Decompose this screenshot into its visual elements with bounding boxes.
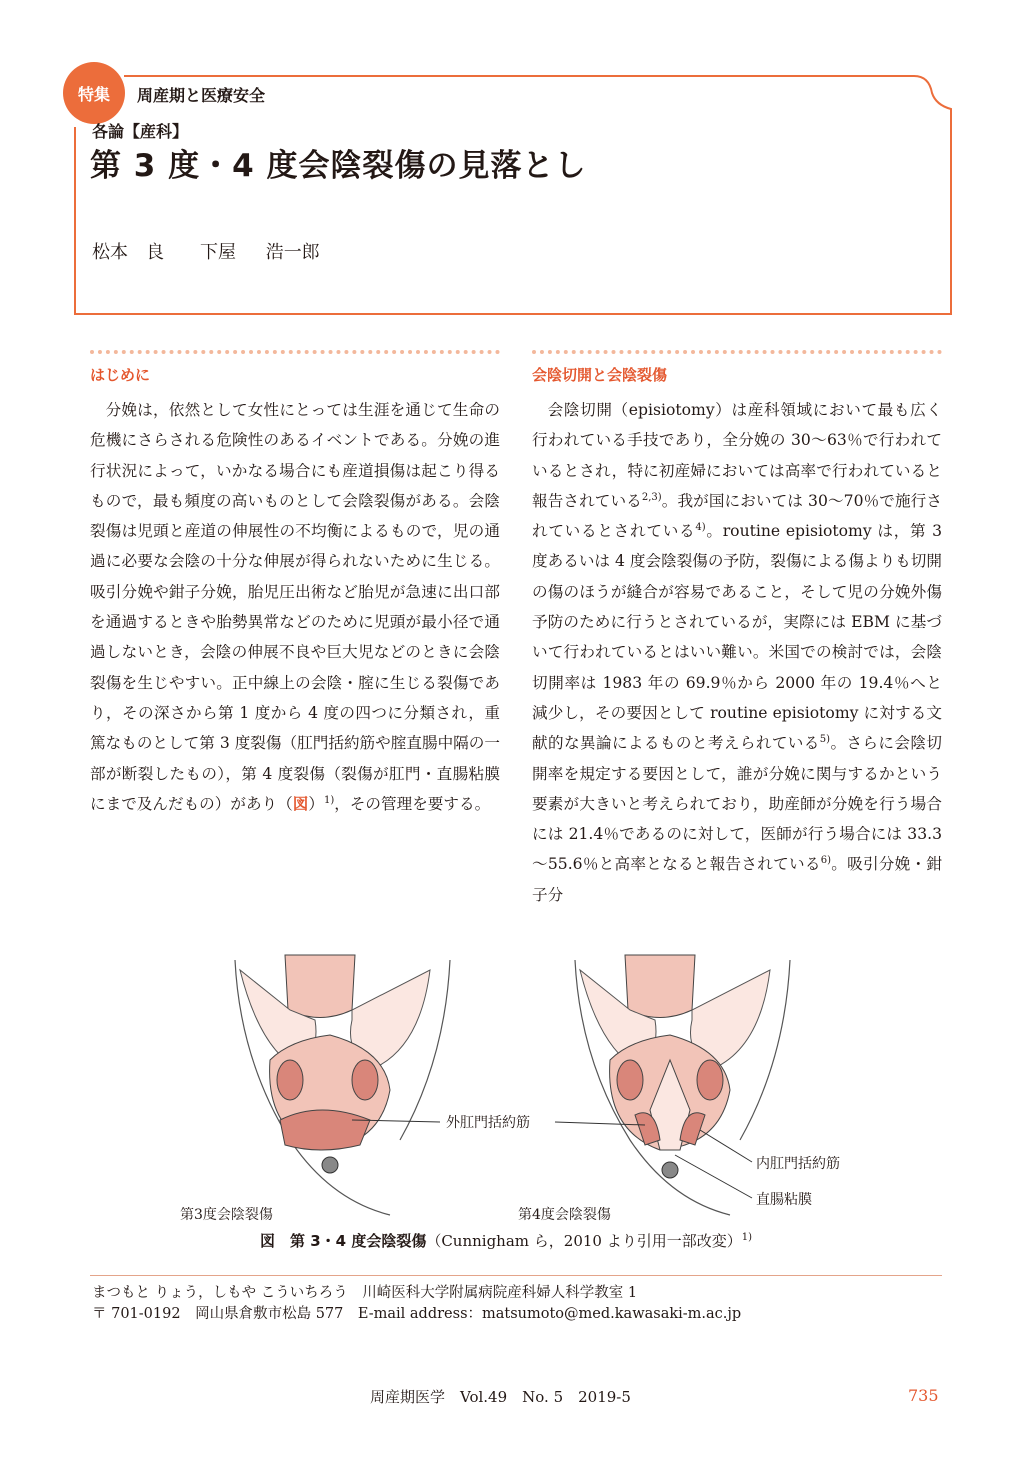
section-divider (90, 350, 500, 360)
intro-paragraph (90, 395, 500, 819)
left-column (90, 350, 500, 819)
citation-ref[interactable]: 5) (819, 734, 831, 746)
footer-divider (90, 1275, 942, 1276)
body-text: 。我が国においては 30～70％で施行されているとされている (532, 491, 942, 541)
figure-link[interactable]: 図 (292, 794, 309, 813)
affiliation: まつもと りょう，しもや こういちろう 川崎医科大学附属病院産科婦人科学教室 1 (92, 1285, 638, 1301)
label-rectal-mucosa: 直腸粘膜 (756, 1192, 812, 1208)
figure-caption (260, 1230, 752, 1251)
figure (90, 940, 942, 1255)
authors: 松本 良 下屋 浩一郎 (92, 242, 320, 263)
citation-ref[interactable]: 4) (695, 522, 706, 533)
caption-citation[interactable]: 1) (741, 1232, 752, 1243)
feature-title: 周産期と医療安全 (137, 86, 266, 105)
body-text: 。さらに会陰切開率を規定する要因として，誰が分娩に関与するかという要素が大きいと考えられており，助産師が分娩を行う場合には 21.4％であるのに対して，医師が行う場合には 33.3～55.6％と高率となると報告されている (532, 734, 942, 874)
citation-ref[interactable]: 2,3) (641, 491, 662, 503)
right-column (532, 350, 942, 910)
third-degree-illustration (235, 955, 450, 1215)
body-text: 。routine episiotomy は，第 3 度あるいは 4 度会陰裂傷の予防，裂傷による傷よりも切開の傷のほうが縫合が容易であること，そして児の分娩外傷予防のために行うとされているが，実際には EBM に基づいて行われているとはいい難い。米国での検討では，会陰切開率は 1983 年の 69.9％から 2000 年の 19.4％へと減少し，その要因として routine episiotomy に対する文献的な異論によるものと考えられている (532, 522, 942, 753)
feature-badge: 特集 (63, 62, 125, 124)
section-divider (532, 350, 942, 360)
citation-ref[interactable]: 6) (820, 855, 831, 867)
label-fourth-degree: 第4度会陰裂傷 (518, 1207, 611, 1223)
citation-ref[interactable]: 1) (323, 794, 335, 806)
laceration-illustration (90, 940, 942, 1230)
label-external-sphincter: 外肛門括約筋 (446, 1115, 530, 1131)
header-frame (74, 75, 952, 315)
section-heading-intro: はじめに (90, 366, 151, 384)
caption-source: （Cunnigham ら，2010 より引用一部改変） (426, 1232, 742, 1250)
body-text: 会陰切開（episiotomy）は産科領域において最も広く行われている手技であり，全分娩の 30～63％で行われているとされ，特に初産婦においては高率で行われていると報告されている (532, 401, 942, 510)
episiotomy-paragraph (532, 395, 942, 910)
label-third-degree: 第3度会陰裂傷 (180, 1207, 273, 1223)
journal-info: 周産期医学 Vol.49 No. 5 2019-5 (370, 1388, 631, 1406)
intro-text-close: ） (308, 794, 324, 813)
page-number: 735 (908, 1386, 939, 1405)
body-text: 。吸引分娩・鉗子分 (532, 855, 942, 904)
caption-title: 図 第 3・4 度会陰裂傷 (260, 1232, 427, 1250)
fourth-degree-illustration (575, 955, 790, 1215)
section-heading-episiotomy: 会陰切開と会陰裂傷 (532, 366, 668, 384)
address: 〒 701-0192 岡山県倉敷市松島 577 E-mail address：matsumoto@med.kawasaki-m.ac.jp (92, 1306, 742, 1322)
section-label: 各論【産科】 (92, 122, 189, 141)
header-frame-border (74, 75, 952, 315)
intro-text-end: ，その管理を要する。 (334, 794, 491, 813)
intro-text: 分娩は，依然として女性にとっては生涯を通じて生命の危機にさらされる危険性のあるイベントである。分娩の進行状況によって，いかなる場合にも産道損傷は起こり得るもので，最も頻度の高いものとして会陰裂傷がある。会陰裂傷は児頭と産道の伸展性の不均衡によるもので，児の通過に必要な会陰の十分な伸展が得られないために生じる。吸引分娩や鉗子分娩，胎児圧出術など胎児が急速に出口部を通過するときや胎勢異常などのために児頭が最小径で通過しないとき，会陰の伸展不良や巨大児などのときに会陰裂傷を生じやすい。正中線上の会陰・腟に生じる裂傷であり，その深さから第 1 度から 4 度の四つに分類され，重篤なものとして第 3 度裂傷（肛門括約筋や腟直腸中隔の一部が断裂したもの），第 4 度裂傷（裂傷が肛門・直腸粘膜にまで及んだもの）があり（ (90, 401, 500, 813)
article-title: 第 3 度・4 度会陰裂傷の見落とし (90, 148, 587, 184)
label-internal-sphincter: 内肛門括約筋 (756, 1156, 840, 1172)
affiliation-block (92, 1283, 741, 1325)
